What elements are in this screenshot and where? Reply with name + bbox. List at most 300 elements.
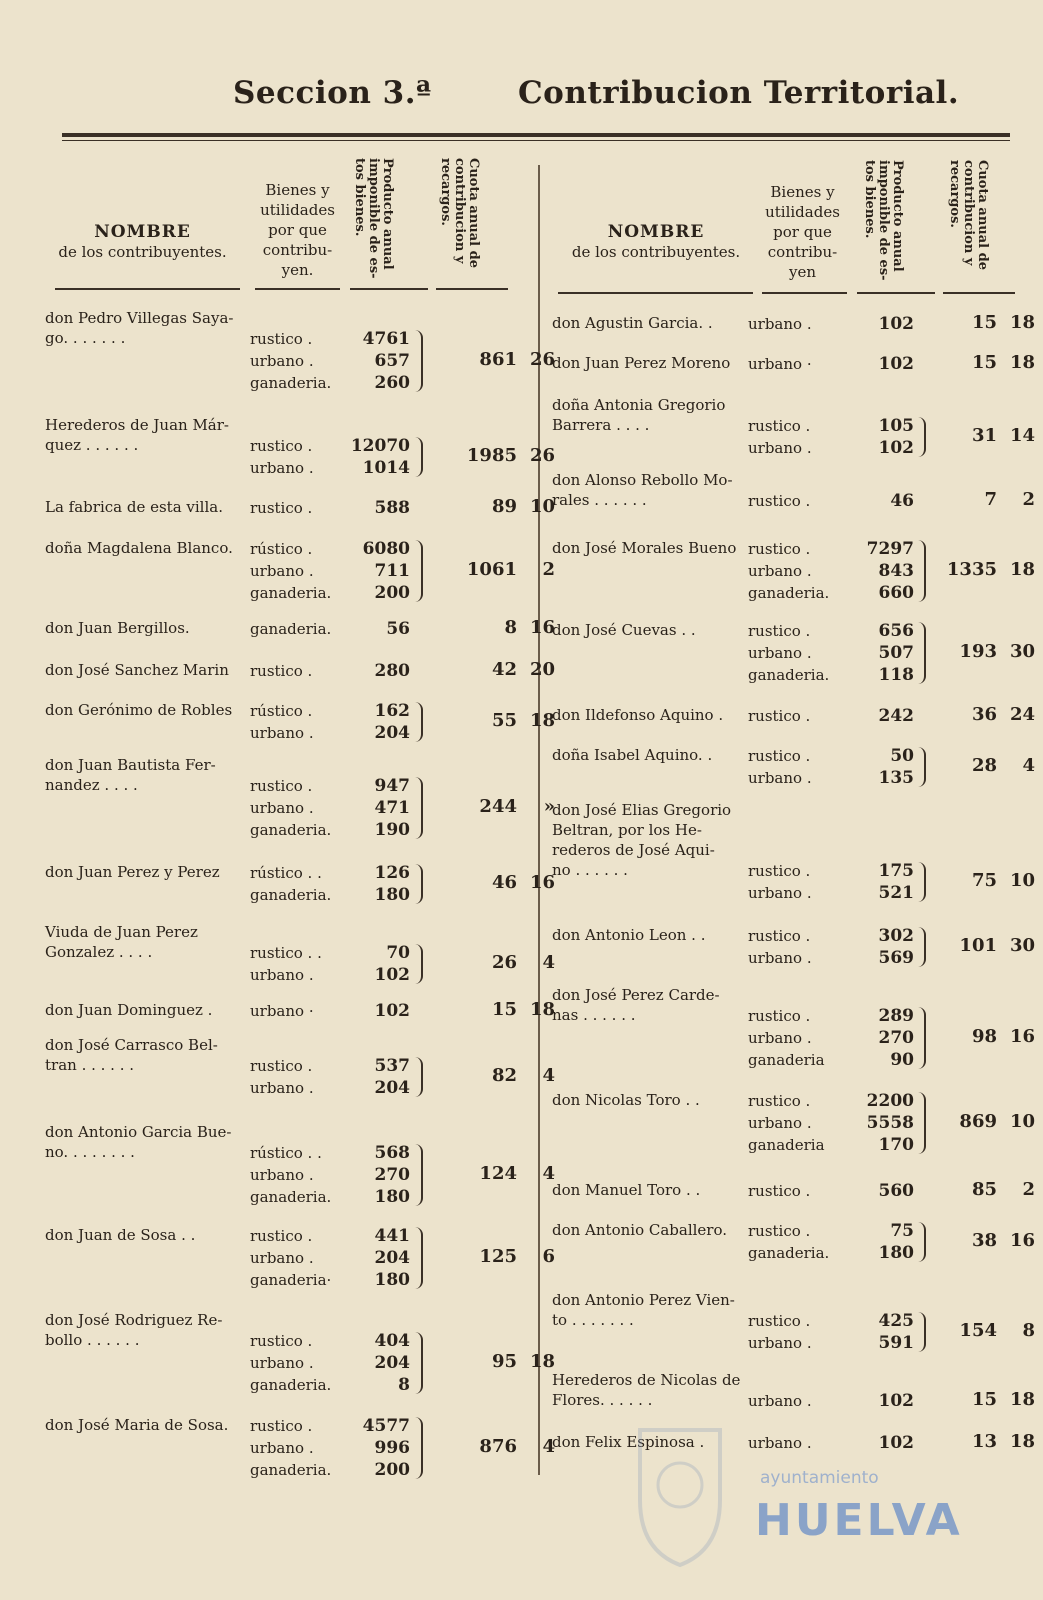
cuota-cell — [457, 1436, 555, 1457]
cuota-header-line: recargos. — [438, 158, 453, 226]
cuota-cell — [457, 349, 555, 370]
producto-value: 4761 — [362, 329, 410, 349]
bienes-type: urbano · — [748, 355, 812, 373]
producto-value: 46 — [890, 491, 914, 511]
header-underline — [436, 288, 508, 290]
bienes-type: ganaderia. — [250, 584, 332, 602]
bienes-type: rustico . — [748, 1222, 811, 1240]
name-line: don Juan Perez y Perez — [45, 863, 220, 881]
bienes-cell — [748, 538, 829, 604]
producto-cell — [879, 353, 915, 375]
cuota-pesetas: 28 — [971, 755, 997, 776]
bienes-type: urbano . — [748, 884, 812, 902]
grouping-brace — [916, 1092, 926, 1154]
producto-value: 180 — [374, 885, 410, 905]
contribuyente-name — [552, 1290, 735, 1330]
producto-value: 1014 — [362, 458, 410, 478]
cuota-cell — [937, 312, 1035, 333]
bienes-header-line: yen — [788, 263, 816, 281]
bienes-cell — [748, 1310, 812, 1354]
cuota-reales: 10 — [1009, 1111, 1035, 1132]
bienes-type: rústico . . — [250, 864, 322, 882]
producto-value: 507 — [878, 643, 914, 663]
contribuyente-name — [552, 985, 720, 1025]
producto-header-line: imponible de es- — [876, 160, 891, 281]
producto-value: 711 — [374, 561, 410, 581]
cuota-pesetas: 869 — [959, 1111, 997, 1132]
bienes-header-line: contribu- — [262, 241, 333, 259]
producto-value: 204 — [374, 1078, 410, 1098]
cuota-cell — [457, 999, 555, 1020]
bienes-type: rústico . — [250, 702, 313, 720]
bienes-type: urbano . — [748, 1434, 812, 1452]
bienes-cell — [250, 775, 331, 841]
producto-cell — [363, 328, 410, 394]
producto-value: 404 — [374, 1331, 410, 1351]
bienes-cell — [748, 353, 812, 375]
name-line: don José Cuevas . . — [552, 621, 696, 639]
bienes-type: rustico . — [748, 1007, 811, 1025]
name-line: to . . . . . . . — [552, 1311, 634, 1329]
cuota-reales: 30 — [1009, 935, 1035, 956]
cuota-reales: 2 — [1022, 1179, 1035, 1200]
name-line: don José Rodriguez Re- — [45, 1311, 223, 1329]
bienes-header-line: Bienes y — [770, 183, 835, 201]
bienes-type: ganaderia. — [748, 666, 830, 684]
bienes-cell — [748, 313, 812, 335]
bienes-cell — [748, 925, 812, 969]
name-header-subtitle: de los contribuyentes. — [58, 243, 227, 261]
cuota-pesetas: 154 — [959, 1320, 997, 1341]
producto-value: 200 — [374, 583, 410, 603]
producto-value: 135 — [878, 768, 914, 788]
watermark-text: HUELVA — [755, 1495, 963, 1546]
name-line: tran . . . . . . — [45, 1056, 135, 1074]
producto-header-line: tos bienes. — [862, 160, 877, 239]
name-line: doña Antonia Gregorio — [552, 396, 726, 414]
name-line: Flores. . . . . . — [552, 1391, 653, 1409]
contribuyente-name — [45, 497, 223, 517]
bienes-header-line: Bienes y — [265, 181, 330, 199]
grouping-brace — [413, 1227, 423, 1289]
header-underline — [255, 288, 340, 290]
cuota-reales: 30 — [1009, 641, 1035, 662]
bienes-type: ganaderia. — [748, 584, 830, 602]
bienes-cell — [250, 1000, 314, 1022]
bienes-cell — [250, 328, 331, 394]
contribuyente-name — [552, 1090, 700, 1110]
contribuyente-name — [552, 353, 730, 373]
producto-value: 270 — [878, 1028, 914, 1048]
cuota-cell — [457, 872, 555, 893]
producto-column-header — [352, 158, 394, 286]
cuota-cell — [937, 1320, 1035, 1341]
cuota-cell — [457, 710, 555, 731]
bienes-cell — [250, 660, 312, 682]
cuota-cell — [937, 1111, 1035, 1132]
cuota-reales: 18 — [529, 1351, 555, 1372]
producto-value: 102 — [878, 438, 914, 458]
cuota-header-line: contribucion y — [452, 158, 467, 264]
name-line: Barrera . . . . — [552, 416, 650, 434]
bienes-type: urbano . — [748, 439, 812, 457]
producto-value: 996 — [374, 1438, 410, 1458]
contribuyente-name — [552, 800, 731, 880]
name-line: Gonzalez . . . . — [45, 943, 153, 961]
bienes-type: rustico . — [748, 707, 811, 725]
producto-cell — [879, 620, 915, 686]
cuota-pesetas: 8 — [504, 617, 517, 638]
cuota-pesetas: 89 — [491, 496, 517, 517]
cuota-pesetas: 1985 — [466, 445, 517, 466]
bienes-type: rustico . — [250, 1417, 313, 1435]
producto-cell — [879, 1390, 915, 1412]
cuota-pesetas: 38 — [971, 1230, 997, 1251]
grouping-brace — [916, 417, 926, 457]
producto-cell — [879, 1310, 915, 1354]
name-line: don Pedro Villegas Saya- — [45, 309, 234, 327]
bienes-type: ganaderia — [748, 1051, 825, 1069]
producto-value: 50 — [890, 746, 914, 766]
bienes-type: urbano . — [250, 562, 314, 580]
cuota-header-line: contribucion y — [961, 160, 976, 266]
bienes-type: ganaderia· — [250, 1271, 332, 1289]
bienes-header-line: yen. — [281, 261, 314, 279]
producto-value: 180 — [878, 1243, 914, 1263]
grouping-brace — [916, 1312, 926, 1352]
cuota-pesetas: 42 — [491, 659, 517, 680]
name-line: no . . . . . . — [552, 861, 628, 879]
cuota-reales: 4 — [542, 1065, 555, 1086]
name-line: doña Magdalena Blanco. — [45, 539, 233, 557]
producto-value: 441 — [374, 1226, 410, 1246]
producto-value: 302 — [878, 926, 914, 946]
cuota-cell — [457, 617, 555, 638]
bienes-type: ganaderia. — [250, 620, 332, 638]
grouping-brace — [413, 777, 423, 839]
header-underline — [857, 292, 935, 294]
cuota-reales: 18 — [1009, 559, 1035, 580]
producto-cell — [879, 1220, 915, 1264]
producto-value: 270 — [374, 1165, 410, 1185]
contribuyente-name — [552, 538, 736, 558]
producto-value: 656 — [878, 621, 914, 641]
producto-value: 75 — [890, 1221, 914, 1241]
name-line: don Ildefonso Aquino . — [552, 706, 724, 724]
name-line: rales . . . . . . — [552, 491, 647, 509]
producto-cell — [375, 942, 411, 986]
bienes-type: rustico . — [748, 747, 811, 765]
name-line: no. . . . . . . . — [45, 1143, 135, 1161]
bienes-cell — [748, 1180, 810, 1202]
bienes-type: urbano . — [748, 315, 812, 333]
cuota-reales: 2 — [1022, 489, 1035, 510]
top-rule-thin — [62, 140, 1010, 141]
cuota-reales: 10 — [529, 496, 555, 517]
cuota-reales: 4 — [542, 952, 555, 973]
bienes-type: urbano . — [748, 1029, 812, 1047]
name-line: don Antonio Perez Vien- — [552, 1291, 735, 1309]
cuota-pesetas: 193 — [959, 641, 997, 662]
bienes-type: rustico . — [250, 499, 313, 517]
header-underline — [558, 292, 753, 294]
bienes-column-header-right — [760, 182, 845, 282]
producto-value: 102 — [878, 354, 914, 374]
bienes-type: rustico . — [250, 330, 313, 348]
bienes-cell — [250, 1142, 331, 1208]
producto-cell — [879, 860, 915, 904]
cuota-cell — [937, 559, 1035, 580]
producto-cell — [879, 705, 915, 727]
producto-value: 200 — [374, 1460, 410, 1480]
producto-cell — [351, 435, 410, 479]
bienes-type: rustico . — [250, 437, 313, 455]
grouping-brace — [413, 330, 423, 392]
producto-value: 242 — [878, 706, 914, 726]
producto-value: 90 — [890, 1050, 914, 1070]
cuota-column-header-right — [947, 160, 989, 288]
bienes-cell — [748, 705, 810, 727]
bienes-type: urbano . — [250, 352, 314, 370]
cuota-reales: 24 — [1009, 704, 1035, 725]
name-line: don José Carrasco Bel- — [45, 1036, 218, 1054]
bienes-type: rustico . — [250, 1332, 313, 1350]
header-underline — [762, 292, 847, 294]
contribuyente-name — [552, 705, 723, 725]
producto-value: 204 — [374, 1248, 410, 1268]
cuota-cell — [457, 952, 555, 973]
cuota-cell — [937, 352, 1035, 373]
cuota-cell — [457, 1163, 555, 1184]
contribuyente-name — [552, 1370, 740, 1410]
producto-value: 175 — [878, 861, 914, 881]
producto-cell — [879, 1005, 915, 1071]
cuota-pesetas: 98 — [971, 1026, 997, 1047]
grouping-brace — [916, 1222, 926, 1262]
producto-value: 126 — [374, 863, 410, 883]
bienes-type: rustico . — [748, 540, 811, 558]
producto-cell — [890, 490, 914, 512]
bienes-cell — [250, 1415, 331, 1481]
name-line: go. . . . . . . — [45, 329, 126, 347]
bienes-cell — [250, 1225, 331, 1291]
grouping-brace — [413, 864, 423, 904]
producto-header-line: Producto anual — [380, 158, 395, 270]
cuota-pesetas: 85 — [971, 1179, 997, 1200]
producto-cell — [375, 1142, 411, 1208]
grouping-brace — [413, 437, 423, 477]
contribuyente-name — [552, 620, 696, 640]
name-line: don José Elias Gregorio — [552, 801, 732, 819]
contribuyente-name — [45, 660, 229, 680]
name-line: don Juan Bautista Fer- — [45, 756, 216, 774]
cuota-cell — [937, 641, 1035, 662]
producto-cell — [375, 1330, 411, 1396]
grouping-brace — [916, 927, 926, 967]
producto-value: 5558 — [866, 1113, 914, 1133]
name-header-title: NOMBRE — [607, 222, 705, 242]
contribuyente-name — [45, 862, 220, 882]
name-line: don Agustin Garcia. . — [552, 314, 713, 332]
producto-value: 56 — [386, 619, 410, 639]
producto-value: 102 — [374, 965, 410, 985]
cuota-reales: 16 — [529, 617, 555, 638]
producto-cell — [879, 745, 915, 789]
cuota-reales: 16 — [1009, 1230, 1035, 1251]
name-line: don Manuel Toro . . — [552, 1181, 701, 1199]
name-line: don Juan de Sosa . . — [45, 1226, 196, 1244]
name-line: don José Perez Carde- — [552, 986, 720, 1004]
cuota-pesetas: 13 — [971, 1431, 997, 1452]
bienes-cell — [250, 435, 314, 479]
name-line: don Gerónimo de Robles — [45, 701, 233, 719]
producto-cell — [363, 538, 410, 604]
cuota-reales: 4 — [542, 1163, 555, 1184]
bienes-type: urbano . — [748, 949, 812, 967]
producto-value: 537 — [374, 1056, 410, 1076]
bienes-type: urbano . — [250, 724, 314, 742]
cuota-pesetas: 244 — [479, 796, 517, 817]
bienes-type: urbano · — [250, 1002, 314, 1020]
top-rule — [62, 133, 1010, 137]
producto-cell — [375, 497, 411, 519]
producto-value: 105 — [878, 416, 914, 436]
producto-value: 569 — [878, 948, 914, 968]
bienes-cell — [250, 942, 322, 986]
cuota-pesetas: 861 — [479, 349, 517, 370]
producto-value: 947 — [374, 776, 410, 796]
producto-cell — [375, 1000, 411, 1022]
header-underline — [55, 288, 240, 290]
cuota-reales: 6 — [542, 1246, 555, 1267]
cuota-cell — [457, 1351, 555, 1372]
bienes-cell — [250, 1055, 314, 1099]
bienes-type: rustico . — [748, 1312, 811, 1330]
producto-value: 204 — [374, 1353, 410, 1373]
header-underline — [350, 288, 428, 290]
contribuyente-name — [45, 1035, 218, 1075]
producto-value: 180 — [374, 1187, 410, 1207]
producto-cell — [375, 862, 411, 906]
contribuyente-name — [552, 745, 712, 765]
cuota-reales: 26 — [529, 445, 555, 466]
contribuyente-name — [45, 538, 233, 558]
producto-value: 190 — [374, 820, 410, 840]
producto-value: 8 — [398, 1375, 410, 1395]
grouping-brace — [413, 1144, 423, 1206]
bienes-type: rústico . — [250, 540, 313, 558]
bienes-header-line: utilidades — [765, 203, 840, 221]
bienes-type: ganaderia. — [250, 886, 332, 904]
cuota-pesetas: 15 — [491, 999, 517, 1020]
bienes-type: rustico . — [748, 1182, 811, 1200]
bienes-type: rustico . — [250, 777, 313, 795]
bienes-type: ganaderia. — [748, 1244, 830, 1262]
bienes-column-header — [255, 180, 340, 280]
producto-cell — [363, 1415, 410, 1481]
bienes-cell — [250, 700, 314, 744]
grouping-brace — [413, 1057, 423, 1097]
bienes-type: rustico . — [748, 622, 811, 640]
bienes-type: rustico . — [250, 1227, 313, 1245]
bienes-type: rustico . — [748, 1092, 811, 1110]
name-line: La fabrica de esta villa. — [45, 498, 223, 516]
contribuyente-name — [45, 308, 233, 348]
contribuyente-name — [45, 700, 232, 720]
bienes-type: rustico . — [250, 1057, 313, 1075]
producto-value: 289 — [878, 1006, 914, 1026]
producto-cell — [375, 1225, 411, 1291]
cuota-pesetas: 75 — [971, 870, 997, 891]
producto-value: 568 — [374, 1143, 410, 1163]
bienes-type: rustico . — [748, 492, 811, 510]
producto-cell — [375, 660, 411, 682]
producto-value: 102 — [878, 314, 914, 334]
cuota-reales: 18 — [1009, 1389, 1035, 1410]
grouping-brace — [413, 1332, 423, 1394]
contribuyente-name — [45, 1415, 228, 1435]
cuota-reales: 18 — [1009, 352, 1035, 373]
producto-value: 588 — [374, 498, 410, 518]
bienes-cell — [250, 1330, 331, 1396]
bienes-type: rustico . . — [250, 944, 322, 962]
cuota-cell — [937, 1230, 1035, 1251]
producto-cell — [375, 775, 411, 841]
producto-cell — [386, 618, 410, 640]
producto-cell — [879, 925, 915, 969]
producto-value: 657 — [374, 351, 410, 371]
name-line: nandez . . . . — [45, 776, 138, 794]
cuota-pesetas: 55 — [491, 710, 517, 731]
name-line: don José Maria de Sosa. — [45, 1416, 229, 1434]
producto-value: 170 — [878, 1135, 914, 1155]
bienes-type: urbano . — [250, 1354, 314, 1372]
producto-cell — [879, 313, 915, 335]
producto-value: 425 — [878, 1311, 914, 1331]
page-title: Contribucion Territorial. — [518, 75, 960, 111]
bienes-type: rustico . — [748, 862, 811, 880]
name-line: don Juan Perez Moreno — [552, 354, 731, 372]
cuota-cell — [937, 870, 1035, 891]
cuota-pesetas: 82 — [491, 1065, 517, 1086]
cuota-pesetas: 124 — [479, 1163, 517, 1184]
cuota-cell — [457, 445, 555, 466]
cuota-cell — [937, 704, 1035, 725]
contribuyente-name — [552, 395, 725, 435]
cuota-pesetas: 7 — [984, 489, 997, 510]
bienes-cell — [748, 1220, 829, 1264]
producto-cell — [879, 415, 915, 459]
bienes-type: rustico . — [748, 927, 811, 945]
bienes-type: ganaderia. — [250, 1188, 332, 1206]
bienes-type: rústico . . — [250, 1144, 322, 1162]
cuota-cell — [457, 1065, 555, 1086]
producto-value: 260 — [374, 373, 410, 393]
cuota-reales: 4 — [1022, 755, 1035, 776]
producto-value: 6080 — [362, 539, 410, 559]
producto-value: 102 — [878, 1433, 914, 1453]
name-line: rederos de José Aqui- — [552, 841, 715, 859]
bienes-type: urbano . — [748, 1334, 812, 1352]
name-line: Viuda de Juan Perez — [45, 923, 198, 941]
cuota-reales: 2 — [542, 559, 555, 580]
bienes-header-line: por que — [773, 223, 832, 241]
cuota-pesetas: 26 — [491, 952, 517, 973]
bienes-type: rustico . — [250, 662, 313, 680]
producto-value: 180 — [374, 1270, 410, 1290]
bienes-type: urbano . — [748, 769, 812, 787]
name-column-header-right — [556, 222, 756, 262]
